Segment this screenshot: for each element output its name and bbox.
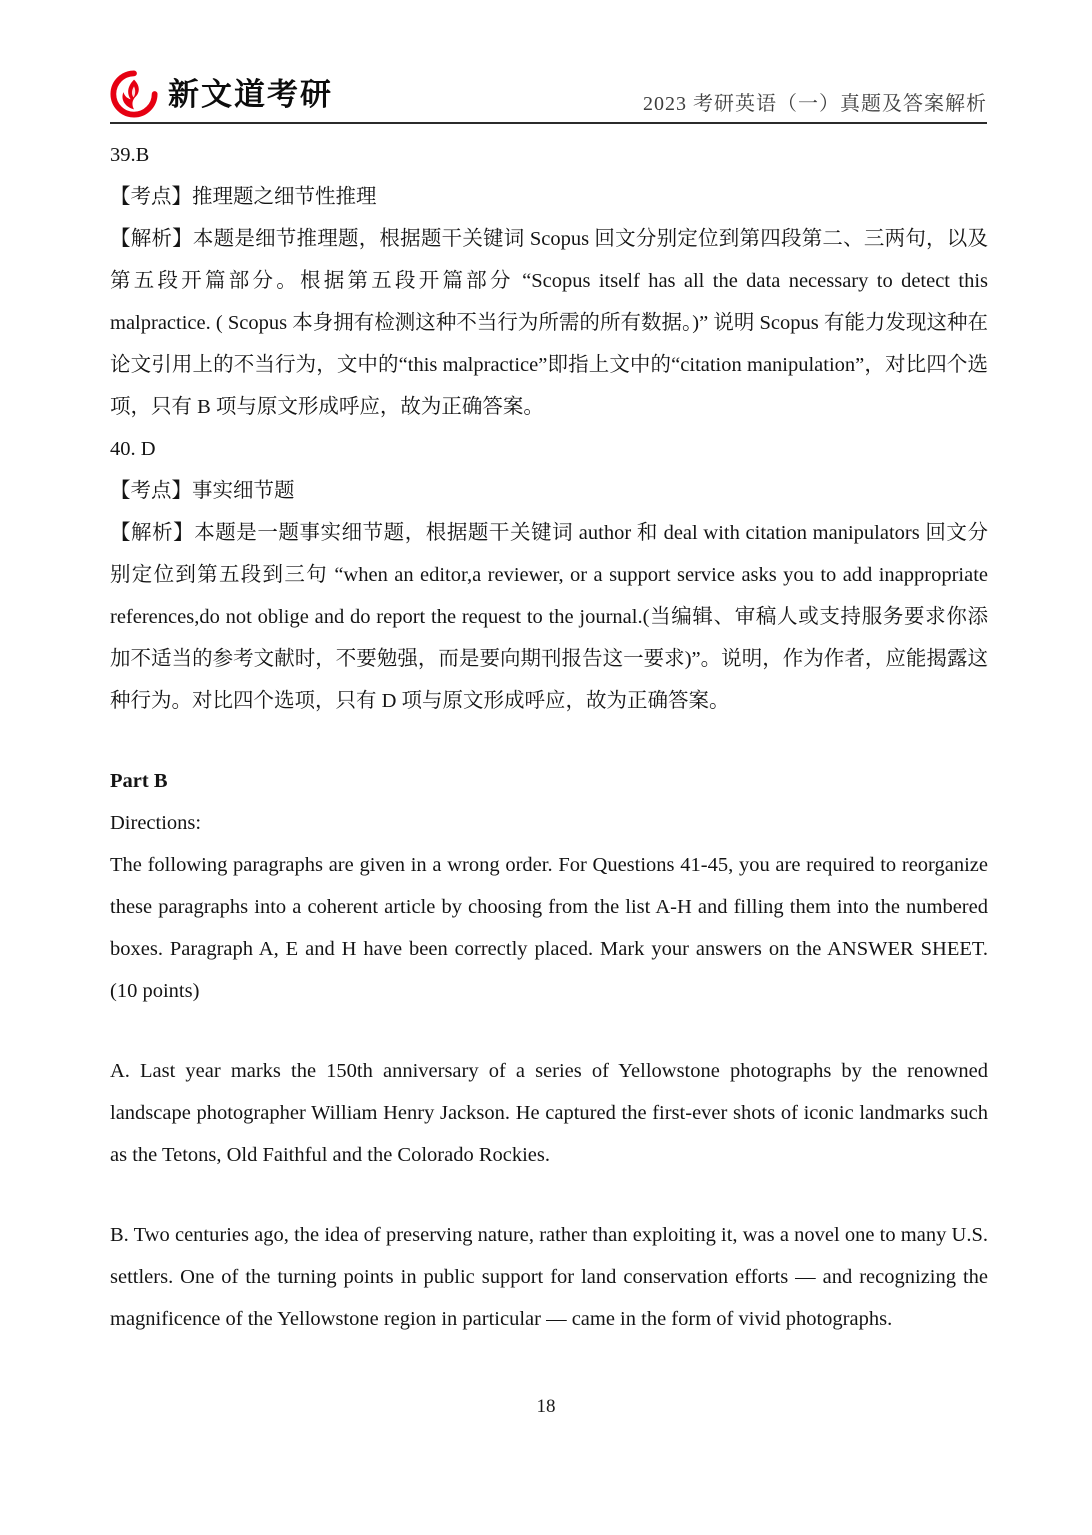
paragraph-b-text: B. Two centuries ago, the idea of preserving nature, rather than exploiting it, was a novel one to many U.S. settlers. One of the turning points in public support for land conservation efforts — and recognizing the magnificence of the Yellowstone region in particular — came in the form of vivid photographs. xyxy=(110,1224,988,1330)
section-spacer xyxy=(110,722,988,760)
part-b-section xyxy=(110,760,988,1012)
analysis-paragraph: 【解析】本题是细节推理题，根据题干关键词 Scopus 回文分别定位到第四段第二、三两句，以及第五段开篇部分。根据第五段开篇部分 “Scopus itself has all the data necessary to detect this malpractice. ( Scopus 本身拥有检测这种不当行为所需的所有数据。)” 说明 Scopus 有能力发现这种在论文引用上的不当行为，文中的“this malpractice”即指上文中的“citation manipulation”，对比四个选项，只有 B 项与原文形成呼应，故为正确答案。 xyxy=(110,228,988,418)
paragraph-spacer xyxy=(110,1176,988,1214)
phoenix-logo-icon xyxy=(110,70,158,118)
answer-block-39 xyxy=(110,134,988,428)
directions-label: Directions: xyxy=(110,812,202,834)
analysis-paragraph: 【解析】本题是一题事实细节题，根据题干关键词 author 和 deal with citation manipulators 回文分别定位到第五段到三句 “when an editor,a reviewer, or a support service asks you to add inappropriate references,do not oblige and do report the request to the journal.(当编辑、审稿人或支持服务要求你添加不适当的参考文献时，不要勉强，而是要向期刊报告这一要求)”。说明，作为作者，应能揭露这种行为。对比四个选项，只有 D 项与原文形成呼应，故为正确答案。 xyxy=(110,522,988,712)
paragraph-a xyxy=(110,1050,988,1176)
brand-name: 新文道考研 xyxy=(168,76,333,112)
page-header xyxy=(110,62,987,124)
exam-point-line: 【考点】推理题之细节性推理 xyxy=(110,186,377,208)
brand-logo xyxy=(110,70,333,118)
part-b-title: Part B xyxy=(110,770,168,792)
answer-block-40 xyxy=(110,428,988,722)
answer-number: 40. D xyxy=(110,438,156,460)
answer-number: 39.B xyxy=(110,144,150,166)
paragraph-b xyxy=(110,1214,988,1340)
exam-point-line: 【考点】事实细节题 xyxy=(110,480,295,502)
document-title: 2023 考研英语（一）真题及答案解析 xyxy=(643,93,987,115)
page-number: 18 xyxy=(536,1396,556,1417)
paragraph-a-text: A. Last year marks the 150th anniversary of a series of Yellowstone photographs by the renowned landscape photographer William Henry Jackson. He captured the first-ever shots of iconic landmarks such as the Tetons, Old Faithful and the Colorado Rockies. xyxy=(110,1060,988,1166)
page-body xyxy=(110,134,988,1340)
paragraph-spacer xyxy=(110,1012,988,1050)
directions-paragraph: The following paragraphs are given in a wrong order. For Questions 41-45, you are required to reorganize these paragraphs into a coherent article by choosing from the list A-H and filling them into the numbered boxes. Paragraph A, E and H have been correctly placed. Mark your answers on the ANSWER SHEET. (10 points) xyxy=(110,854,988,1002)
